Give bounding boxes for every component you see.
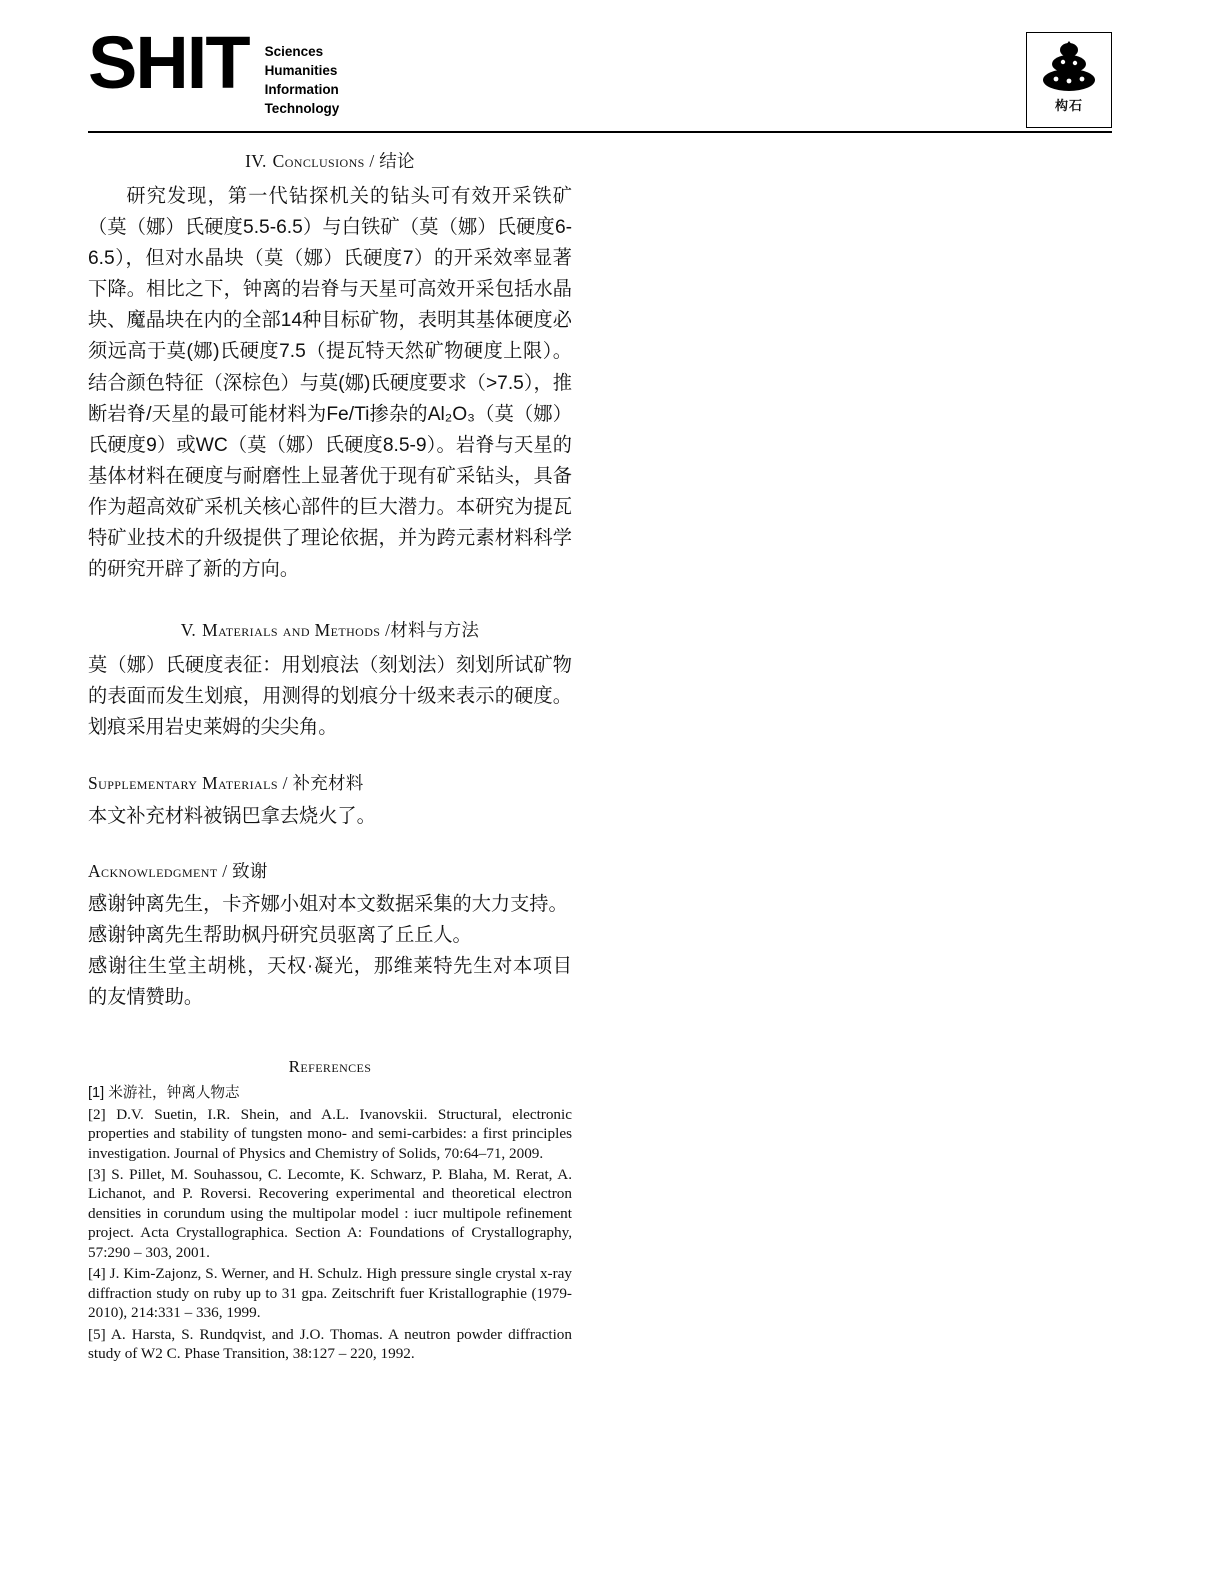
reference-item: [5] A. Harsta, S. Rundqvist, and J.O. Thomas. A neutron powder diffraction study of W2 C. Phase Transition, 38:127 – 220, 1992. xyxy=(88,1325,572,1363)
reference-item xyxy=(88,1083,572,1103)
spacer xyxy=(88,832,572,858)
spacer xyxy=(88,744,572,770)
logo-expansion-line-4: Technology xyxy=(264,101,340,117)
page-header xyxy=(88,21,1112,130)
spacer xyxy=(88,1039,572,1057)
acknowledgment-line-1: 感谢钟离先生，卡齐娜小姐对本文数据采集的大力支持。 xyxy=(88,893,568,915)
logo-wordmark: SHIT xyxy=(88,21,249,104)
publisher-badge-label: 构石 xyxy=(1054,98,1083,113)
conclusions-title-sep: / xyxy=(364,151,380,171)
acknowledgment-title-sep: / xyxy=(217,860,233,881)
conclusions-number: IV. xyxy=(245,151,267,171)
acknowledgment-heading xyxy=(88,858,572,883)
header-divider xyxy=(88,131,1112,133)
poop-icon xyxy=(1039,38,1099,94)
references-heading: References xyxy=(288,1056,372,1076)
acknowledgment-line-3: 感谢往生堂主胡桃，天权·凝光，那维莱特先生对本项目的友情赞助。 xyxy=(88,955,572,1008)
conclusions-body: 研究发现，第一代钻探机关的钻头可有效开采铁矿（莫（娜）氏硬度5.5-6.5）与白铁矿（莫（娜）氏硬度6-6.5），但对水晶块（莫（娜）氏硬度7）的开采效率显著下降。相比之下，钟离的岩脊与天星可高效开采包括水晶块、魔晶块在内的全部14种目标矿物，表明其基体硬度必须远高于莫(娜)氏硬度7.5（提瓦特天然矿物硬度上限）。结合颜色特征（深棕色）与莫(娜)氏硬度要求（>7.5），推断岩脊/天星的最可能材料为Fe/Ti掺杂的Al₂O₃（莫（娜）氏硬度9）或WC（莫（娜）氏硬度8.5-9）。岩脊与天星的基体材料在硬度与耐磨性上显著优于现有矿采钻头，具备作为超高效矿采机关核心部件的巨大潜力。本研究为提瓦特矿业技术的升级提供了理论依据，并为跨元素材料科学的研究开辟了新的方向。 xyxy=(88,186,572,581)
spacer xyxy=(88,1013,572,1039)
materials-methods-title-en: Materials and Methods xyxy=(202,620,381,641)
materials-methods-number: V. xyxy=(180,620,197,641)
conclusions-title-cn: 结论 xyxy=(379,151,415,171)
materials-methods-heading xyxy=(88,617,572,642)
acknowledgment-title-en: Acknowledgment xyxy=(88,860,218,881)
supplementary-heading xyxy=(88,770,572,795)
reference-item: [4] J. Kim-Zajonz, S. Werner, and H. Schulz. High pressure single crystal x-ray diffraction study on ruby up to 31 gpa. Zeitschrift fuer Kristallographie (1979-2010), 214:331 – 336, 1999. xyxy=(88,1265,572,1322)
article-column xyxy=(88,142,572,1366)
reference-text: [1] 米游社，钟离人物志 xyxy=(88,1084,240,1101)
logo-expansion xyxy=(265,42,340,119)
supplementary-title-sep: / xyxy=(277,772,293,793)
materials-methods-title-sep: / xyxy=(380,620,391,641)
reference-item: [2] D.V. Suetin, I.R. Shein, and A.L. Ivanovskii. Structural, electronic properties and stability of tungsten mono- and semi-carbides: a first principles investigation. Journal of Physics and Chemistry of Solids, 70:64–71, 2009. xyxy=(88,1105,572,1162)
conclusions-title-en: Conclusions xyxy=(272,151,365,171)
logo-expansion-line-1: Sciences xyxy=(264,44,324,59)
acknowledgment-line-2: 感谢钟离先生帮助枫丹研究员驱离了丘丘人。 xyxy=(88,924,472,946)
conclusions-heading xyxy=(88,148,572,173)
supplementary-body: 本文补充材料被锅巴拿去烧火了。 xyxy=(88,805,376,827)
materials-methods-body: 莫（娜）氏硬度表征：用划痕法（刻划法）刻划所试矿物的表面而发生划痕，用测得的划痕分十级来表示的硬度。划痕采用岩史莱姆的尖尖角。 xyxy=(88,655,572,739)
supplementary-title-cn: 补充材料 xyxy=(292,772,364,793)
publisher-badge xyxy=(1026,32,1112,128)
reference-item: [3] S. Pillet, M. Souhassou, C. Lecomte, K. Schwarz, P. Blaha, M. Rerat, A. Lichanot, and P. Roversi. Recovering experimental and theoretical electron densities in corundum using the multipolar model : iucr multipole refinement project. Acta Crystallographica. Section A: Foundations of Crystallography, 57:290 – 303, 2001. xyxy=(88,1166,572,1261)
supplementary-title-en: Supplementary Materials xyxy=(88,772,278,793)
logo-expansion-line-3: Information xyxy=(264,82,339,98)
logo-expansion-line-2: Humanities xyxy=(264,63,338,79)
materials-methods-title-cn: 材料与方法 xyxy=(390,620,480,641)
acknowledgment-title-cn: 致谢 xyxy=(232,860,268,881)
journal-logo xyxy=(88,21,340,119)
spacer xyxy=(88,585,572,611)
